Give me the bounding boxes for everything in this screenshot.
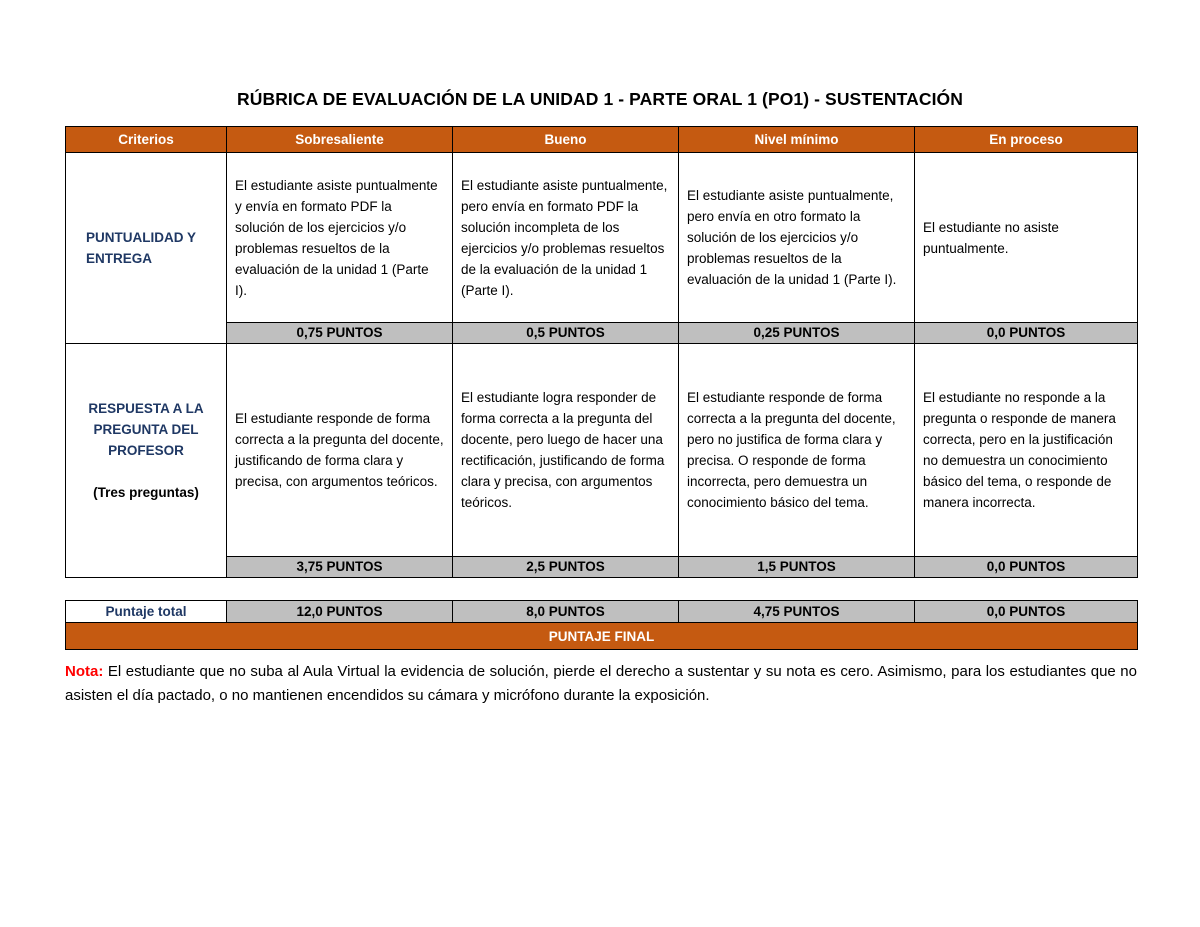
final-score-label: PUNTAJE FINAL xyxy=(66,623,1138,650)
total-row xyxy=(66,601,1138,623)
description-cell: El estudiante responde de forma correcta a la pregunta del docente, pero no justifica de forma clara y precisa. O responde de forma incorrecta, pero demuestra un conocimiento básico del tema. xyxy=(679,344,915,557)
rubric-table xyxy=(65,126,1138,578)
criterion-label: PUNTUALIDAD Y ENTREGA xyxy=(86,230,196,266)
criterion-row xyxy=(66,344,1138,557)
points-cell: 0,25 PUNTOS xyxy=(679,323,915,344)
description-cell: El estudiante responde de forma correcta a la pregunta del docente, justificando de forma clara y precisa, con argumentos teóricos. xyxy=(227,344,453,557)
points-row xyxy=(66,323,1138,344)
description-cell: El estudiante asiste puntualmente, pero envía en otro formato la solución de los ejercicios y/o problemas resueltos de la evaluación de la unidad 1 (Parte I). xyxy=(679,153,915,323)
header-nivel-minimo: Nivel mínimo xyxy=(679,127,915,153)
header-criterios: Criterios xyxy=(66,127,227,153)
description-cell: El estudiante no asiste puntualmente. xyxy=(915,153,1138,323)
criterion-row xyxy=(66,153,1138,323)
criterion-cell xyxy=(66,153,227,344)
points-row xyxy=(66,557,1138,578)
note-text: El estudiante que no suba al Aula Virtual la evidencia de solución, pierde el derecho a sustentar y su nota es cero. Asimismo, para los estudiantes que no asisten el día pactado, o no mantienen encendidos su cámara y micrófono durante la exposición. xyxy=(65,663,1137,704)
total-value: 4,75 PUNTOS xyxy=(679,601,915,623)
header-en-proceso: En proceso xyxy=(915,127,1138,153)
points-cell: 1,5 PUNTOS xyxy=(679,557,915,578)
description-cell: El estudiante asiste puntualmente y envía en formato PDF la solución de los ejercicios y/o problemas resueltos de la evaluación de la unidad 1 (Parte I). xyxy=(227,153,453,323)
description-cell: El estudiante no responde a la pregunta o responde de manera correcta, pero en la justificación no demuestra un conocimiento básico del tema, o responde de manera incorrecta. xyxy=(915,344,1138,557)
header-bueno: Bueno xyxy=(453,127,679,153)
description-cell: El estudiante asiste puntualmente, pero envía en formato PDF la solución incompleta de los ejercicios y/o problemas resueltos de la evaluación de la unidad 1 (Parte I). xyxy=(453,153,679,323)
points-cell: 0,0 PUNTOS xyxy=(915,557,1138,578)
final-row xyxy=(66,623,1138,650)
points-cell: 0,75 PUNTOS xyxy=(227,323,453,344)
header-row xyxy=(66,127,1138,153)
criterion-label: RESPUESTA A LA PREGUNTA DEL PROFESOR xyxy=(88,401,204,458)
criterion-cell xyxy=(66,344,227,578)
note-label: Nota: xyxy=(65,663,104,680)
points-cell: 0,5 PUNTOS xyxy=(453,323,679,344)
points-cell: 0,0 PUNTOS xyxy=(915,323,1138,344)
total-value: 12,0 PUNTOS xyxy=(227,601,453,623)
total-value: 8,0 PUNTOS xyxy=(453,601,679,623)
header-sobresaliente: Sobresaliente xyxy=(227,127,453,153)
total-value: 0,0 PUNTOS xyxy=(915,601,1138,623)
description-cell: El estudiante logra responder de forma correcta a la pregunta del docente, pero luego de hacer una rectificación, justificando de forma clara y precisa, con argumentos teóricos. xyxy=(453,344,679,557)
points-cell: 2,5 PUNTOS xyxy=(453,557,679,578)
total-label: Puntaje total xyxy=(66,601,227,623)
page-title: RÚBRICA DE EVALUACIÓN DE LA UNIDAD 1 - PARTE ORAL 1 (PO1) - SUSTENTACIÓN xyxy=(236,89,964,109)
total-table xyxy=(65,600,1138,650)
note-paragraph xyxy=(65,660,1137,708)
criterion-note: (Tres preguntas) xyxy=(93,485,199,500)
points-cell: 3,75 PUNTOS xyxy=(227,557,453,578)
